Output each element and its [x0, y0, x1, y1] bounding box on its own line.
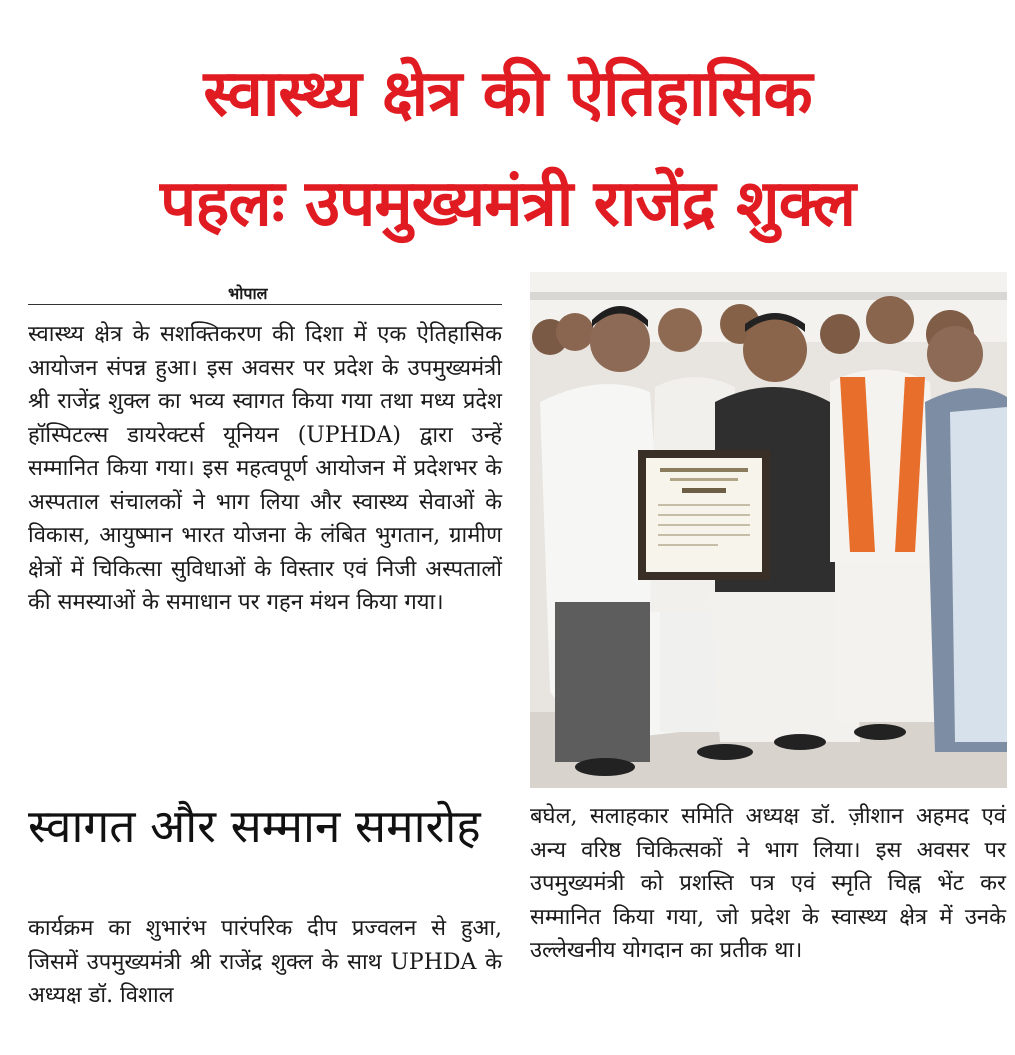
- article-paragraph-2: कार्यक्रम का शुभारंभ पारंपरिक दीप प्रज्वलन से हुआ, जिसमें उपमुख्यमंत्री श्री राजेंद्र शुक्ल के साथ UPHDA के अध्यक्ष डॉ. विशाल: [28, 916, 502, 1008]
- dateline: [28, 280, 502, 305]
- article-paragraph-1: स्वास्थ्य क्षेत्र के सशक्तिकरण की दिशा में एक ऐतिहासिक आयोजन संपन्न हुआ। इस अवसर पर प्रदेश के उपमुख्यमंत्री श्री राजेंद्र शुक्ल का भव्य स्वागत किया गया तथा मध्य प्रदेश हॉस्पिटल्स डायरेक्टर्स यूनियन (UPHDA) द्वारा उन्हें सम्मानित किया गया। इस महत्वपूर्ण आयोजन में प्रदेशभर के अस्पताल संचालकों ने भाग लिया और स्वास्थ्य सेवाओं के विकास, आयुष्मान भारत योजना के लंबित भुगतान, ग्रामीण क्षेत्रों में चिकित्सा सुविधाओं के विस्तार एवं निजी अस्पतालों की समस्याओं के समाधान पर गहन मंथन किया गया।: [28, 322, 502, 615]
- dateline-city: भोपाल: [228, 284, 268, 303]
- section-subheading: स्वागत और सम्मान समारोह: [28, 799, 481, 853]
- headline-line-2: पहलः उपमुख्यमंत्री राजेंद्र शुक्ल: [160, 167, 855, 241]
- headline-line-1: स्वास्थ्य क्षेत्र की ऐतिहासिक: [203, 57, 812, 131]
- felicitation-photo-illustration: [530, 272, 1007, 788]
- news-photo: [530, 272, 1007, 788]
- article-paragraph-3: बघेल, सलाहकार समिति अध्यक्ष डॉ. ज़ीशान अहमद एवं अन्य वरिष्ठ चिकित्सकों ने भाग लिया। इस अवसर पर उपमुख्यमंत्री को प्रशस्ति पत्र एवं स्मृति चिह्न भेंट कर सम्मानित किया गया, जो प्रदेश के स्वास्थ्य क्षेत्र में उनके उल्लेखनीय योगदान का प्रतीक था।: [530, 804, 1006, 963]
